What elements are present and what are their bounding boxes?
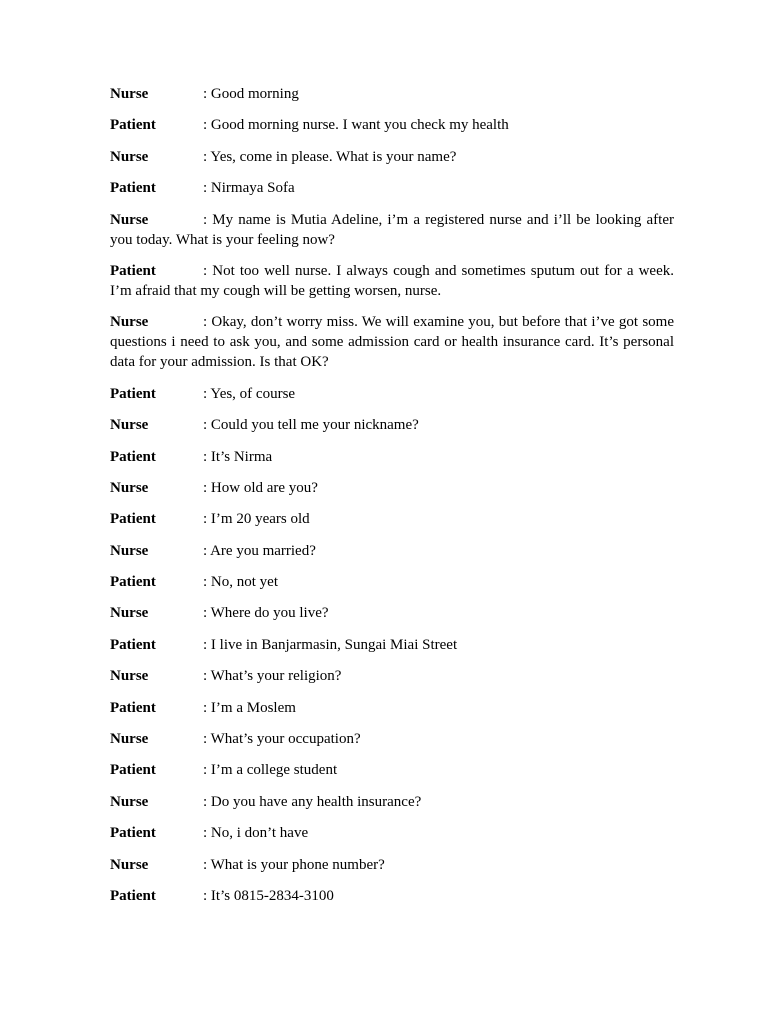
dialogue-line: [110, 384, 674, 404]
dialogue-text: : Okay, don’t worry miss. We will examine you, but before that i’ve got some questions i need to ask you, and some admission card or health insurance card. It’s personal data for your admission. Is that OK?: [110, 314, 674, 371]
speaker-label: Nurse: [110, 148, 149, 165]
dialogue-text: : Yes, come in please. What is your name?: [203, 148, 457, 165]
dialogue-text: : Yes, of course: [203, 385, 296, 402]
speaker-label: Nurse: [110, 668, 149, 685]
dialogue-line: [110, 729, 674, 749]
dialogue-line: [110, 541, 674, 561]
speaker-label: Patient: [110, 262, 156, 279]
dialogue-text: : Where do you live?: [203, 605, 329, 622]
dialogue-line: [110, 312, 674, 372]
speaker-label: Nurse: [110, 731, 149, 748]
dialogue-text: : How old are you?: [203, 479, 318, 496]
speaker-label: Nurse: [110, 314, 149, 331]
dialogue-text: : I’m a Moslem: [203, 699, 296, 716]
dialogue-line: [110, 760, 674, 780]
dialogue-text: : What is your phone number?: [203, 856, 385, 873]
speaker-label: Patient: [110, 574, 156, 591]
dialogue-line: [110, 261, 674, 301]
dialogue-text: : Are you married?: [203, 542, 316, 559]
dialogue-line: [110, 855, 674, 875]
speaker-label: Nurse: [110, 479, 149, 496]
speaker-label: Patient: [110, 448, 156, 465]
dialogue-line: [110, 210, 674, 250]
dialogue-text: : Good morning: [203, 86, 299, 102]
dialogue-line: [110, 635, 674, 655]
speaker-label: Nurse: [110, 856, 149, 873]
dialogue-text: : Do you have any health insurance?: [203, 793, 422, 810]
dialogue-text: : It’s Nirma: [203, 448, 273, 465]
dialogue-text: : Could you tell me your nickname?: [203, 417, 419, 434]
dialogue-line: [110, 823, 674, 843]
dialogue-line: [110, 178, 674, 198]
dialogue-text: : What’s your religion?: [203, 668, 342, 685]
speaker-label: Nurse: [110, 86, 149, 102]
dialogue-line: [110, 415, 674, 435]
dialogue-text: : Not too well nurse. I always cough and sometimes sputum out for a week. I’m afraid that my cough will be getting worsen, nurse.: [110, 262, 674, 299]
speaker-label: Patient: [110, 825, 156, 842]
dialogue-line: [110, 603, 674, 623]
speaker-label: Patient: [110, 699, 156, 716]
dialogue-line: [110, 698, 674, 718]
speaker-label: Patient: [110, 511, 156, 528]
dialogue-text: : No, not yet: [203, 574, 278, 591]
dialogue-text: : I’m 20 years old: [203, 511, 310, 528]
dialogue-text: : Nirmaya Sofa: [203, 180, 295, 197]
speaker-label: Patient: [110, 385, 156, 402]
speaker-label: Patient: [110, 636, 156, 653]
speaker-label: Nurse: [110, 793, 149, 810]
speaker-label: Nurse: [110, 542, 149, 559]
speaker-label: Patient: [110, 762, 156, 779]
dialogue-line: [110, 84, 674, 104]
dialogue-text: : I live in Banjarmasin, Sungai Miai Street: [203, 636, 458, 653]
dialogue-text: : What’s your occupation?: [203, 731, 361, 748]
speaker-label: Patient: [110, 180, 156, 197]
dialogue-text: : No, i don’t have: [203, 825, 309, 842]
dialogue-line: [110, 572, 674, 592]
speaker-label: Nurse: [110, 211, 149, 228]
dialogue-line: [110, 147, 674, 167]
dialogue-line: [110, 509, 674, 529]
dialogue-text: : Good morning nurse. I want you check my health: [203, 117, 509, 134]
speaker-label: Nurse: [110, 417, 149, 434]
dialogue-document: [110, 84, 674, 917]
dialogue-text: : I’m a college student: [203, 762, 338, 779]
dialogue-line: [110, 115, 674, 135]
dialogue-text: : It’s 0815-2834-3100: [203, 887, 334, 904]
dialogue-line: [110, 478, 674, 498]
dialogue-line: [110, 447, 674, 467]
speaker-label: Patient: [110, 117, 156, 134]
dialogue-text: : My name is Mutia Adeline, i’m a registered nurse and i’ll be looking after you today. What is your feeling now?: [110, 211, 674, 248]
speaker-label: Patient: [110, 887, 156, 904]
dialogue-line: [110, 666, 674, 686]
dialogue-line: [110, 886, 674, 906]
speaker-label: Nurse: [110, 605, 149, 622]
dialogue-line: [110, 792, 674, 812]
